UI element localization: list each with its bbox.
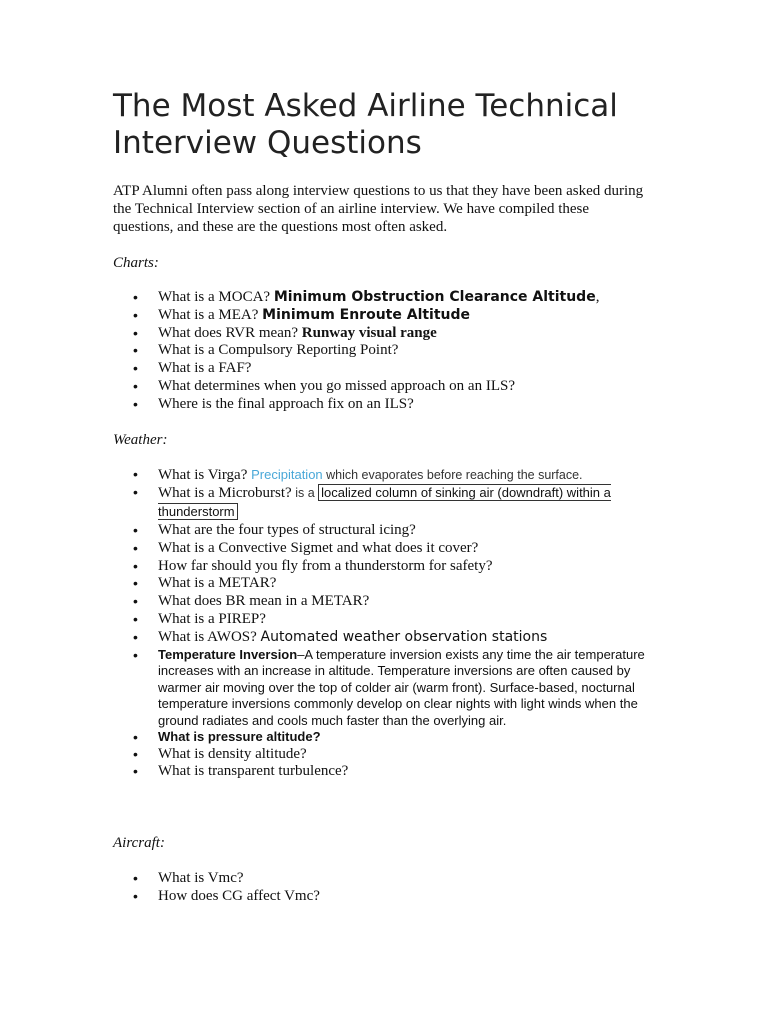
- list-item: • What is a FAF?: [113, 360, 653, 378]
- list-item: • What is transparent turbulence?: [113, 763, 653, 781]
- list-item: • What is a MOCA? Minimum Obstruction Clearance Altitude,: [113, 289, 653, 307]
- list-item: • What is pressure altitude?: [113, 729, 653, 746]
- list-item: • What does RVR mean? Runway visual range: [113, 325, 653, 343]
- list-item: • Where is the final approach fix on an ILS?: [113, 396, 653, 414]
- aircraft-list: [113, 870, 653, 906]
- list-item: • What does BR mean in a METAR?: [113, 593, 653, 611]
- section-heading-weather: Weather:: [113, 431, 168, 448]
- charts-list: [113, 289, 653, 414]
- list-item: • Temperature Inversion–A temperature inversion exists any time the air temperature increases with an increase in altitude. Temperature inversions are often caused by warmer air moving over the top of colder air (warm front). Surface-based, nocturnal temperature inversions commonly develop on clear nights with light winds when the ground radiates and cools much faster than the overlying air.: [113, 647, 653, 730]
- highlighted-definition: localized column of sinking air (downdraft) within a thunderstorm: [158, 485, 611, 520]
- list-item: • What is a MEA? Minimum Enroute Altitude: [113, 307, 653, 325]
- list-item: • What is Vmc?: [113, 870, 653, 888]
- list-item: • What is a Convective Sigmet and what does it cover?: [113, 540, 653, 558]
- weather-list: [113, 466, 653, 782]
- section-heading-charts: Charts:: [113, 255, 159, 271]
- intro-paragraph: ATP Alumni often pass along interview questions to us that they have been asked during the Technical Interview section of an airline interview. We have compiled these questions, and these are the questions most often asked.: [113, 183, 644, 235]
- list-item: • What is a METAR?: [113, 575, 653, 593]
- list-item: • How far should you fly from a thunderstorm for safety?: [113, 558, 653, 576]
- list-item: • How does CG affect Vmc?: [113, 888, 653, 906]
- list-item: • What are the four types of structural icing?: [113, 522, 653, 540]
- list-item: • What is Virga? Precipitation which evaporates before reaching the surface.: [113, 466, 653, 485]
- list-item: • What is AWOS? Automated weather observation stations: [113, 629, 653, 647]
- list-item: • What is a PIREP?: [113, 611, 653, 629]
- list-item: • What determines when you go missed approach on an ILS?: [113, 378, 653, 396]
- document-page: [113, 88, 653, 906]
- list-item: • What is a Microburst? is a localized column of sinking air (downdraft) within a thunderstorm: [113, 484, 653, 522]
- precipitation-link[interactable]: Precipitation: [251, 466, 323, 482]
- page-title: The Most Asked Airline Technical Interview Questions: [113, 88, 618, 161]
- section-heading-aircraft: Aircraft:: [113, 835, 165, 852]
- list-item: • What is a Compulsory Reporting Point?: [113, 342, 653, 360]
- list-item: • What is density altitude?: [113, 746, 653, 764]
